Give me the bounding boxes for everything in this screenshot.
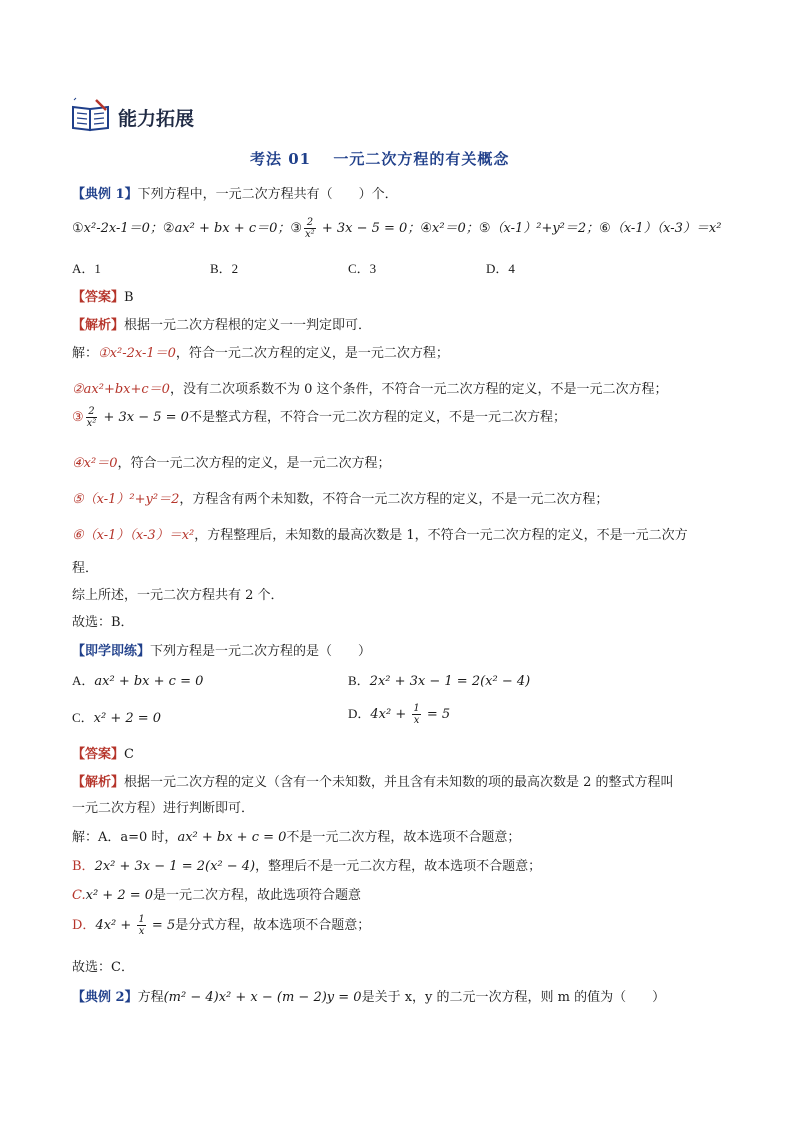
solution-line-5 — [72, 488, 608, 507]
analysis-tag: 【解析】 — [72, 318, 125, 333]
solution-line-6-cont: 程． — [72, 561, 99, 576]
solution-math: ①x²-2x-1＝0 — [98, 346, 176, 361]
solution-text: ，方程整理后，未知数的最高次数是 1，不符合一元二次方程的定义，不是一元二次方 — [194, 528, 688, 543]
solution-label: C. — [72, 888, 86, 903]
example2-tag: 【典例 2】 — [72, 990, 138, 1005]
solution-math: ⑥（x-1）（x-3）＝x² — [72, 528, 195, 543]
section-title: 考法 01 一元二次方程的有关概念 — [250, 150, 510, 168]
fraction-denominator: x² — [305, 229, 315, 240]
example1-question: 下列方程中，一元二次方程共有（ ）个． — [137, 187, 398, 202]
practice-option-c — [72, 707, 161, 726]
option-label: C． — [72, 710, 94, 725]
solution-text: 不是整式方程，不符合一元二次方程的定义，不是一元二次方程； — [188, 410, 566, 425]
example1-line — [72, 183, 398, 202]
analysis-tag: 【解析】 — [72, 775, 125, 790]
solution-math: 4x² + — [95, 918, 136, 933]
analysis-text: 根据一元二次方程根的定义一一判定即可． — [124, 318, 372, 333]
option-c: C．3 — [348, 261, 377, 276]
solution-text: 是一元二次方程，故此选项符合题意 — [153, 888, 362, 903]
solution-line-2 — [72, 378, 668, 397]
practice-solution-b — [72, 855, 541, 874]
equation: （x-1）²+y²＝2； — [490, 221, 600, 236]
solution-text: 是分式方程，故本选项不合题意； — [175, 918, 371, 933]
fraction-denominator: x² — [86, 418, 97, 429]
solution-label: D． — [72, 918, 96, 933]
practice-solution-a — [72, 826, 520, 845]
solution-text: ，符合一元二次方程的定义，是一元二次方程； — [175, 346, 449, 361]
answer-value: B — [124, 290, 134, 305]
practice-analysis-1 — [72, 771, 674, 790]
option-math: ax² + bx + c = 0 — [94, 674, 204, 689]
solution-line-6 — [72, 524, 688, 543]
example1-tag: 【典例 1】 — [72, 187, 138, 202]
practice-option-d — [348, 703, 450, 726]
solution-line-4 — [72, 452, 390, 471]
solution-math: ax² + bx + c = 0 — [177, 830, 287, 845]
solution-text: ，方程含有两个未知数，不符合一元二次方程的定义，不是一元二次方程； — [179, 492, 609, 507]
solution-text: 不是一元二次方程，故本选项不合题意； — [286, 830, 521, 845]
solution-index: ③ — [72, 410, 84, 425]
summary-line: 综上所述，一元二次方程共有 2 个． — [72, 588, 284, 603]
equation: + 3x − 5 = 0； — [317, 221, 421, 236]
answer-tag: 【答案】 — [72, 290, 125, 305]
equation: ax² + bx + c＝0； — [174, 221, 291, 236]
practice-choose: 故选：C． — [72, 960, 134, 975]
fraction-numerator: 1 — [413, 703, 420, 714]
eq-index: ⑥ — [599, 221, 611, 236]
solution-text: ，没有二次项系数不为 0 这个条件，不符合一元二次方程的定义，不是一元二次方程； — [169, 382, 668, 397]
example2-pre: 方程 — [137, 990, 164, 1005]
option-label: B． — [348, 673, 370, 688]
example2-math: (m² − 4)x² + x − (m − 2)y = 0 — [163, 990, 362, 1005]
example1-answer — [72, 286, 134, 305]
equation: （x-1）（x-3）＝x² — [610, 221, 722, 236]
fraction — [86, 406, 98, 429]
solution-math: ④x²＝0 — [72, 456, 118, 471]
option-label: D． — [348, 706, 371, 721]
option-a: A．1 — [72, 261, 101, 276]
solution-line-3 — [72, 406, 566, 429]
practice-question: 下列方程是一元二次方程的是（ ） — [150, 644, 372, 659]
solution-line-1 — [72, 342, 449, 361]
practice-analysis-2: 一元二次方程）进行判断即可． — [72, 801, 255, 816]
solution-math: 2x² + 3x − 1 = 2(x² − 4) — [94, 859, 256, 874]
practice-option-a — [72, 670, 203, 689]
solution-math: = 5 — [147, 918, 176, 933]
fraction-numerator: 2 — [304, 217, 316, 229]
choose-line: 故选：B． — [72, 615, 134, 630]
open-book-icon — [70, 97, 112, 133]
practice-tag: 【即学即练】 — [72, 644, 151, 659]
header-icon — [70, 97, 112, 133]
fraction-numerator: 2 — [86, 406, 98, 418]
practice-solution-d — [72, 914, 370, 937]
example2-line — [72, 986, 665, 1005]
eq-index: ④ — [420, 221, 432, 236]
solution-math: x² + 2 = 0 — [85, 888, 154, 903]
solution-math: + 3x − 5 = 0 — [99, 410, 189, 425]
practice-solution-c — [72, 884, 361, 903]
equation: x²-2x-1＝0； — [83, 221, 163, 236]
answer-value: C — [124, 747, 134, 762]
solution-text: ，符合一元二次方程的定义，是一元二次方程； — [117, 456, 391, 471]
example2-text: 是关于 x，y 的二元一次方程，则 m 的值为（ ） — [361, 990, 666, 1005]
solution-label: B． — [72, 859, 95, 874]
analysis-text: 根据一元二次方程的定义（含有一个未知数，并且含有未知数的项的最高次数是 2 的整式方程叫 — [124, 775, 674, 790]
practice-option-b — [348, 670, 530, 689]
eq-index: ⑤ — [478, 221, 491, 236]
page-title: 能力拓展 — [118, 108, 195, 130]
option-label: A． — [72, 673, 95, 688]
eq-index: ③ — [290, 221, 303, 236]
solution-text: ，整理后不是一元二次方程，故本选项不合题意； — [255, 859, 542, 874]
option-math: x² + 2 = 0 — [93, 711, 162, 726]
example1-equations — [72, 217, 721, 240]
solution-math: ②ax²+bx+c＝0 — [72, 382, 170, 397]
solution-prefix: 解：A．a=0 时， — [72, 830, 178, 845]
practice-answer — [72, 743, 134, 762]
option-math: 2x² + 3x − 1 = 2(x² − 4) — [369, 674, 531, 689]
solution-prefix: 解： — [72, 346, 99, 361]
fraction — [137, 914, 145, 937]
equation: x²＝0； — [431, 221, 479, 236]
option-math: 4x² + — [370, 707, 411, 722]
answer-tag: 【答案】 — [72, 747, 125, 762]
solution-math: ⑤（x-1）²+y²＝2 — [72, 492, 180, 507]
fraction — [412, 703, 420, 726]
fraction — [304, 217, 316, 240]
fraction-denominator: x — [413, 715, 420, 726]
option-d: D．4 — [486, 261, 515, 276]
eq-index: ① — [72, 221, 84, 236]
example1-analysis — [72, 314, 371, 333]
option-b: B．2 — [210, 261, 239, 276]
option-math: = 5 — [422, 707, 451, 722]
practice-line — [72, 640, 371, 659]
fraction-denominator: x — [138, 926, 145, 937]
fraction-numerator: 1 — [138, 914, 145, 925]
eq-index: ② — [162, 221, 175, 236]
